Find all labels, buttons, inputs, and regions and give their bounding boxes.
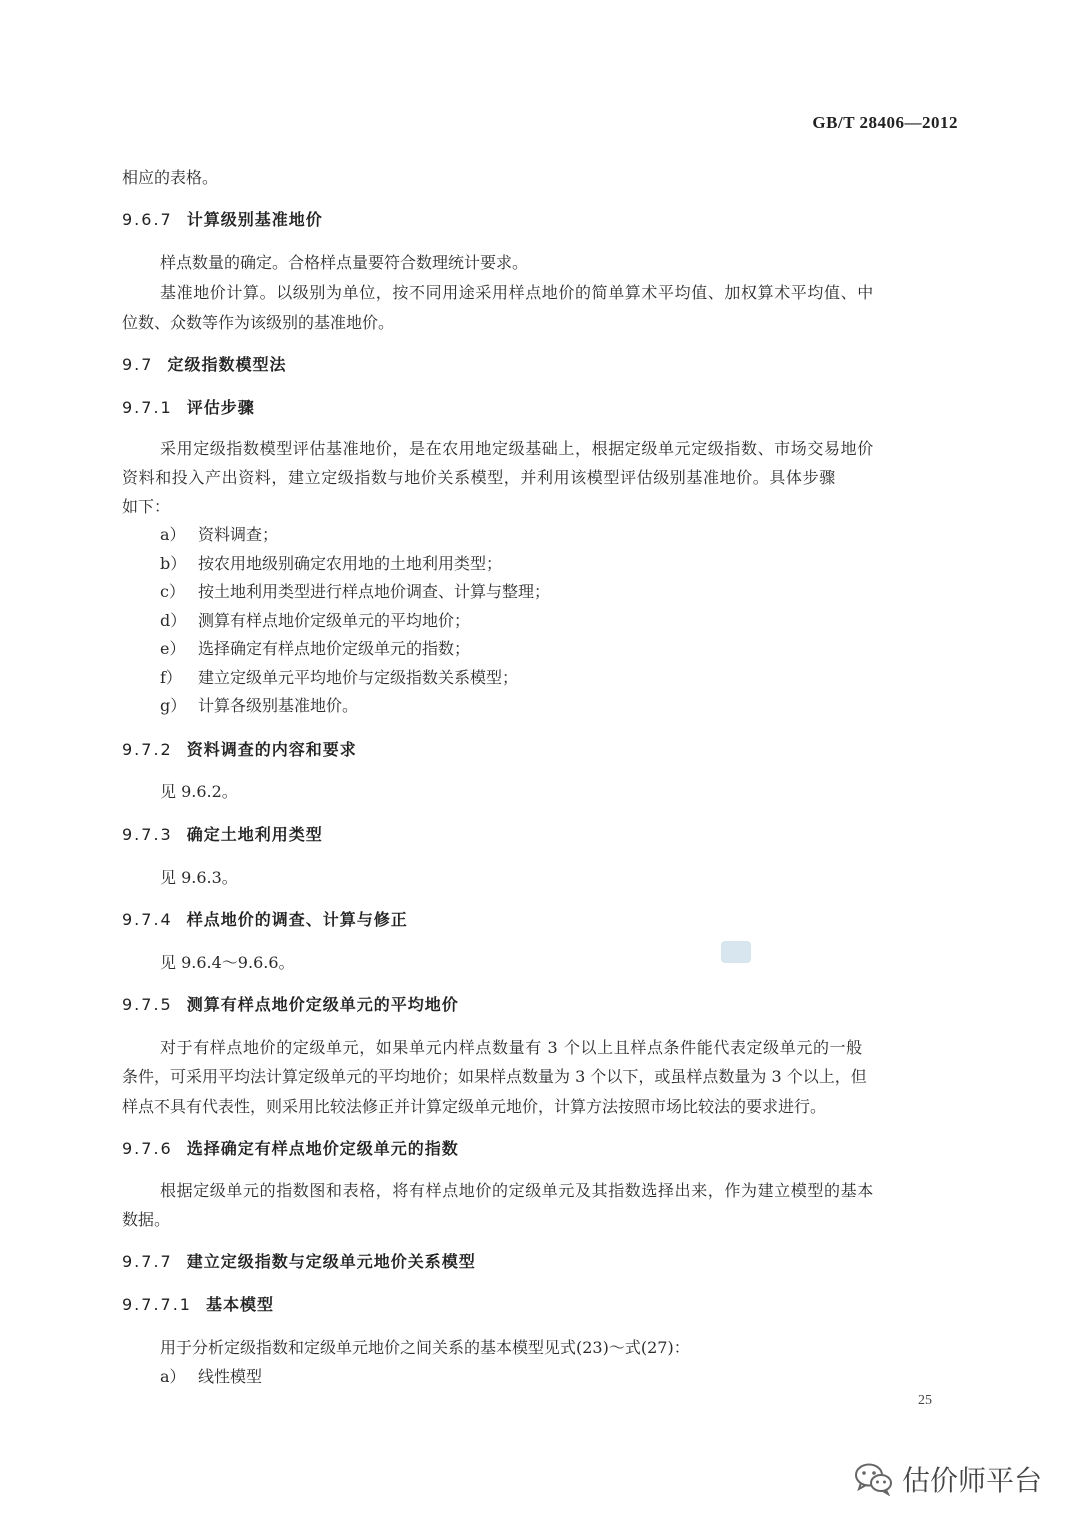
list-item xyxy=(160,551,502,574)
paragraph-line: 见 9.6.4～9.6.6。 xyxy=(160,953,295,972)
section-title: 样点地价的调查、计算与修正 xyxy=(186,910,408,929)
section-title: 建立定级指数与定级单元地价关系模型 xyxy=(186,1252,476,1271)
list-item xyxy=(160,579,550,602)
section-heading-9-6-7 xyxy=(122,207,323,230)
paragraph-line: 如下： xyxy=(122,497,171,516)
list-marker: a） xyxy=(160,525,186,544)
list-marker: c） xyxy=(160,582,185,601)
section-heading-9-7-6 xyxy=(122,1136,459,1159)
paragraph-line: 采用定级指数模型评估基准地价，是在农用地定级基础上，根据定级单元定级指数、市场交易地价 xyxy=(160,439,874,458)
paragraph-line: 样点不具有代表性，则采用比较法修正并计算定级单元地价，计算方法按照市场比较法的要求进行。 xyxy=(122,1097,827,1116)
section-heading-9-7-2 xyxy=(122,737,357,760)
section-title: 测算有样点地价定级单元的平均地价 xyxy=(186,995,459,1014)
paragraph-line: 相应的表格。 xyxy=(122,168,219,187)
list-item xyxy=(160,1364,262,1387)
list-marker: f） xyxy=(160,668,182,687)
list-marker: b） xyxy=(160,554,187,573)
page-number: 25 xyxy=(918,1393,932,1408)
section-heading-9-7-4 xyxy=(122,907,408,930)
list-text: 选择确定有样点地价定级单元的指数； xyxy=(198,639,471,658)
section-heading-9-7-1 xyxy=(122,395,255,418)
list-text: 按农用地级别确定农用地的土地利用类型； xyxy=(198,554,503,573)
list-text: 测算有样点地价定级单元的平均地价； xyxy=(198,611,471,630)
paragraph-line: 对于有样点地价的定级单元，如果单元内样点数量有 3 个以上且样点条件能代表定级单元的一般 xyxy=(160,1038,863,1057)
list-item xyxy=(160,608,470,631)
section-heading-9-7-7-1 xyxy=(122,1292,274,1315)
section-title: 评估步骤 xyxy=(186,398,255,417)
section-heading-9-7-7 xyxy=(122,1249,476,1272)
section-title: 确定土地利用类型 xyxy=(186,825,323,844)
list-text: 资料调查； xyxy=(198,525,279,544)
wechat-watermark xyxy=(854,1459,1042,1499)
list-item xyxy=(160,665,518,688)
paragraph-line: 根据定级单元的指数图和表格，将有样点地价的定级单元及其指数选择出来，作为建立模型的基本 xyxy=(160,1181,874,1200)
section-number: 9.7.5 xyxy=(122,995,173,1014)
section-number: 9.7 xyxy=(122,355,154,374)
section-number: 9.6.7 xyxy=(122,210,173,229)
watermark-text: 估价师平台 xyxy=(901,1464,1042,1497)
list-text: 线性模型 xyxy=(198,1367,263,1386)
section-title: 基本模型 xyxy=(205,1295,274,1314)
paragraph-line: 见 9.6.2。 xyxy=(160,782,238,801)
paragraph-line: 位数、众数等作为该级别的基准地价。 xyxy=(122,313,395,332)
section-number: 9.7.7.1 xyxy=(122,1295,192,1314)
list-text: 建立定级单元平均地价与定级指数关系模型； xyxy=(198,668,519,687)
section-number: 9.7.1 xyxy=(122,398,173,417)
list-item xyxy=(160,522,278,545)
wechat-icon xyxy=(854,1462,894,1496)
section-number: 9.7.7 xyxy=(122,1252,173,1271)
section-heading-9-7-5 xyxy=(122,992,459,1015)
paragraph-line: 用于分析定级指数和定级单元地价之间关系的基本模型见式(23)～式(27)： xyxy=(160,1338,690,1357)
section-heading-9-7-3 xyxy=(122,822,323,845)
paragraph-line: 资料和投入产出资料，建立定级指数与地价关系模型，并利用该模型评估级别基准地价。具体步骤 xyxy=(122,468,836,487)
section-number: 9.7.2 xyxy=(122,740,173,759)
section-title: 定级指数模型法 xyxy=(167,355,287,374)
list-marker: g） xyxy=(160,696,187,715)
watermark-logo-icon xyxy=(721,941,751,963)
section-heading-9-7 xyxy=(122,352,286,375)
paragraph-line: 条件，可采用平均法计算定级单元的平均地价；如果样点数量为 3 个以下，或虽样点数量为 3 个以上，但 xyxy=(122,1067,867,1086)
list-text: 按土地利用类型进行样点地价调查、计算与整理； xyxy=(198,582,551,601)
section-title: 选择确定有样点地价定级单元的指数 xyxy=(186,1139,459,1158)
list-item xyxy=(160,693,358,716)
list-marker: e） xyxy=(160,639,186,658)
section-number: 9.7.4 xyxy=(122,910,173,929)
paragraph-line: 见 9.6.3。 xyxy=(160,868,238,887)
paragraph-line: 样点数量的确定。合格样点量要符合数理统计要求。 xyxy=(160,253,529,272)
section-number: 9.7.6 xyxy=(122,1139,173,1158)
list-item xyxy=(160,636,470,659)
section-title: 计算级别基准地价 xyxy=(186,210,323,229)
list-marker: a） xyxy=(160,1367,186,1386)
list-text: 计算各级别基准地价。 xyxy=(198,696,359,715)
paragraph-line: 基准地价计算。以级别为单位，按不同用途采用样点地价的简单算术平均值、加权算术平均值、中 xyxy=(160,283,874,302)
section-number: 9.7.3 xyxy=(122,825,173,844)
paragraph-line: 数据。 xyxy=(122,1210,171,1229)
list-marker: d） xyxy=(160,611,187,630)
standard-code: GB/T 28406—2012 xyxy=(812,113,958,132)
section-title: 资料调查的内容和要求 xyxy=(186,740,357,759)
